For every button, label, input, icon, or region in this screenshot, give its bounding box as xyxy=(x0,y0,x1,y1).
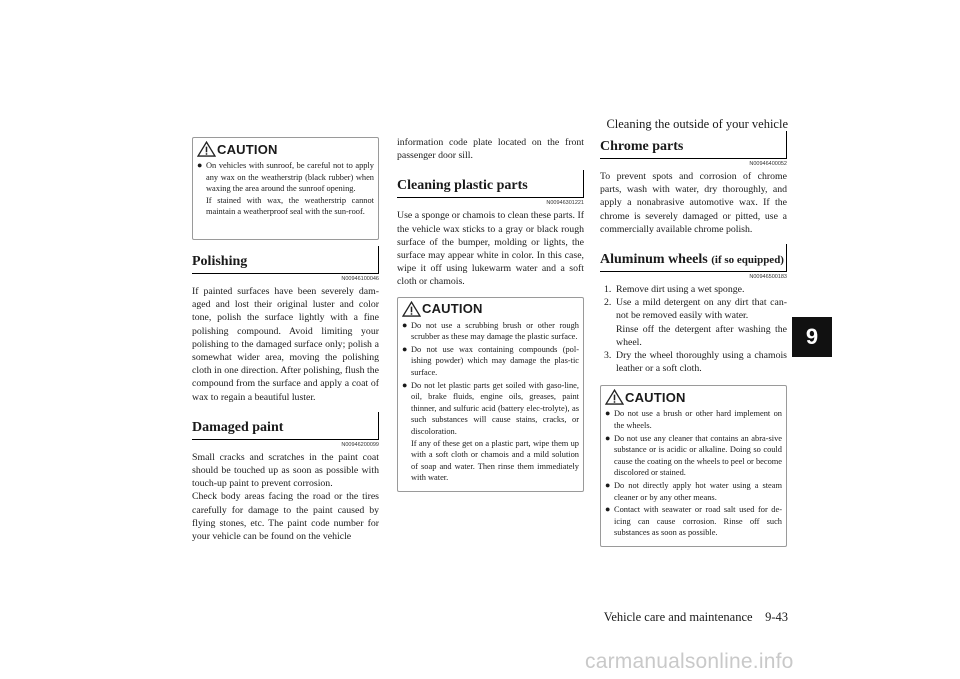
polishing-text: If painted surfaces have been severely dam-aged and lost their original luster and color tone, polish the surface lightly with a fine polishing compound. Avoid limiting your polishing to the damaged surface only; polish a somewhat wider area, moving the polishing cloth in one direction. After polishing, flush the compound from the surface and apply a coat of wax to regain a beautiful luster. xyxy=(192,286,379,403)
page-footer xyxy=(604,610,788,625)
warning-triangle-icon xyxy=(402,301,421,317)
section-damaged-paint xyxy=(192,418,379,543)
caution-bullet xyxy=(402,320,579,343)
section-title-chrome-parts: Chrome parts xyxy=(600,137,787,159)
bullet-dot-icon: ● xyxy=(605,408,611,419)
caution-text: If any of these get on a plastic part, wipe them up with a soft cloth or chamois and a mild solution of soap and water. Then rinse them immediately with water. xyxy=(411,438,579,483)
warning-triangle-icon xyxy=(197,141,216,157)
column-3 xyxy=(600,137,787,547)
section-title-damaged-paint: Damaged paint xyxy=(192,418,379,440)
caution-box-sunroof xyxy=(192,137,379,240)
plastic-text: Use a sponge or chamois to clean these parts. If the vehicle wax sticks to a gray or black rough surface of the bumper, molding or lights, the surface may appear white in color. In this case, wipe it off using lukewarm water and a soft cloth or chamois. xyxy=(397,210,584,288)
bullet-dot-icon: ● xyxy=(605,504,611,515)
section-title-polishing: Polishing xyxy=(192,252,379,274)
footer-section: Vehicle care and maintenance xyxy=(603,610,753,624)
damaged-paint-text: Small cracks and scratches in the paint coat should be touched up as soon as possible with touch-up paint to prevent corrosion. xyxy=(192,451,379,490)
step-number: 3. xyxy=(604,350,612,362)
column-1 xyxy=(192,137,379,543)
step-text: Remove dirt using a wet sponge. xyxy=(616,284,745,296)
section-title-text: Aluminum wheels xyxy=(600,252,708,268)
caution-bullet xyxy=(605,504,782,539)
caution-label: CAUTION xyxy=(625,389,686,405)
bullet-dot-icon: ● xyxy=(402,343,408,354)
bullet-dot-icon: ● xyxy=(197,160,203,170)
column-2 xyxy=(397,137,584,492)
section-title-suffix: (if so equipped) xyxy=(711,254,784,267)
caution-bullet xyxy=(605,433,782,479)
footer-page-number: 9-43 xyxy=(765,610,788,624)
wheel-cleaning-steps xyxy=(600,283,787,375)
caution-bullet xyxy=(197,160,374,218)
caution-bullet xyxy=(402,380,579,484)
damaged-paint-text: Check body areas facing the road or the tires carefully for damage to the paint caused by flying stones, etc. The paint code number for your vehicle can be found on the vehicle xyxy=(192,491,379,543)
list-item xyxy=(600,283,787,296)
step-text: Use a mild detergent on any dirt that can-not be removed easily with water. xyxy=(616,297,787,322)
caution-text: If stained with wax, the weatherstrip cannot maintain a weatherproof seal with the sun-roof. xyxy=(206,195,374,217)
section-code: N00946100046 xyxy=(341,276,379,282)
section-polishing xyxy=(192,252,379,404)
section-chrome-parts xyxy=(600,137,787,236)
caution-text: Do not let plastic parts get soiled with gaso-line, oil, brake fluids, engine oils, greases, paint thinner, and sulfuric acid (battery elec-trolyte), as such substances will cause stains, cracks, or discoloration. xyxy=(411,380,579,436)
list-item xyxy=(600,296,787,349)
caution-header xyxy=(605,388,782,406)
list-item xyxy=(600,349,787,375)
section-title-plastic-parts: Cleaning plastic parts xyxy=(397,176,584,198)
caution-text: Do not use a scrubbing brush or other rough scrubber as these may damage the plastic surface. xyxy=(411,320,579,342)
caution-text: Contact with seawater or road salt used for de-icing can cause corrosion. Rinse off such substances as soon as possible. xyxy=(614,505,782,538)
watermark-text: carmanualsonline.info xyxy=(585,650,794,673)
caution-bullet xyxy=(605,480,782,503)
caution-bullet xyxy=(402,344,579,379)
bullet-dot-icon: ● xyxy=(402,319,408,330)
chrome-text: To prevent spots and corrosion of chrome parts, wash with water, dry thoroughly, and apply a nonabrasive automotive wax. If the chrome is severely damaged or pitted, use a commercially available chrome polish. xyxy=(600,171,787,235)
caution-header xyxy=(197,140,374,158)
section-aluminum-wheels xyxy=(600,250,787,375)
bullet-dot-icon: ● xyxy=(605,480,611,490)
caution-text: On vehicles with sunroof, be careful not to apply any wax on the weatherstrip (black rubber) when waxing the area around the sunroof opening. xyxy=(206,161,374,194)
chapter-tab: 9 xyxy=(792,317,832,357)
caution-label: CAUTION xyxy=(217,141,278,157)
section-code: N00946500183 xyxy=(749,274,787,281)
caution-text: Do not use any cleaner that contains an abra-sive substance or is acidic or alkaline. Doing so could cause the coating on the wheels to peel or become discolored or stained. xyxy=(614,433,782,478)
step-number: 2. xyxy=(604,297,612,309)
caution-text: Do not use a brush or other hard implement on the wheels. xyxy=(614,409,782,431)
caution-box-plastic xyxy=(397,297,584,492)
section-title-aluminum-wheels xyxy=(600,250,787,272)
caution-text: Do not use wax containing compounds (pol-ishing powder) which may damage the plas-tic surface. xyxy=(411,344,579,377)
bullet-dot-icon: ● xyxy=(605,432,611,443)
warning-triangle-icon xyxy=(605,389,624,405)
caution-box-wheels xyxy=(600,385,787,547)
step-number: 1. xyxy=(604,284,612,296)
caution-bullet xyxy=(605,408,782,431)
section-code: N00946400052 xyxy=(749,161,787,167)
section-code: N00946200099 xyxy=(341,441,379,448)
continuation-text: information code plate located on the front passenger door sill. xyxy=(397,137,584,162)
step-text: Rinse off the detergent after washing the wheel. xyxy=(616,323,787,348)
section-plastic-parts xyxy=(397,176,584,288)
caution-text: Do not directly apply hot water using a steam cleaner or by any other means. xyxy=(614,481,782,502)
caution-label: CAUTION xyxy=(422,301,483,317)
caution-header xyxy=(402,300,579,318)
section-code: N00946301221 xyxy=(546,200,584,207)
bullet-dot-icon: ● xyxy=(402,379,408,390)
step-text: Dry the wheel thoroughly using a chamois leather or a soft cloth. xyxy=(616,350,787,375)
header-title: Cleaning the outside of your vehicle xyxy=(606,117,788,131)
